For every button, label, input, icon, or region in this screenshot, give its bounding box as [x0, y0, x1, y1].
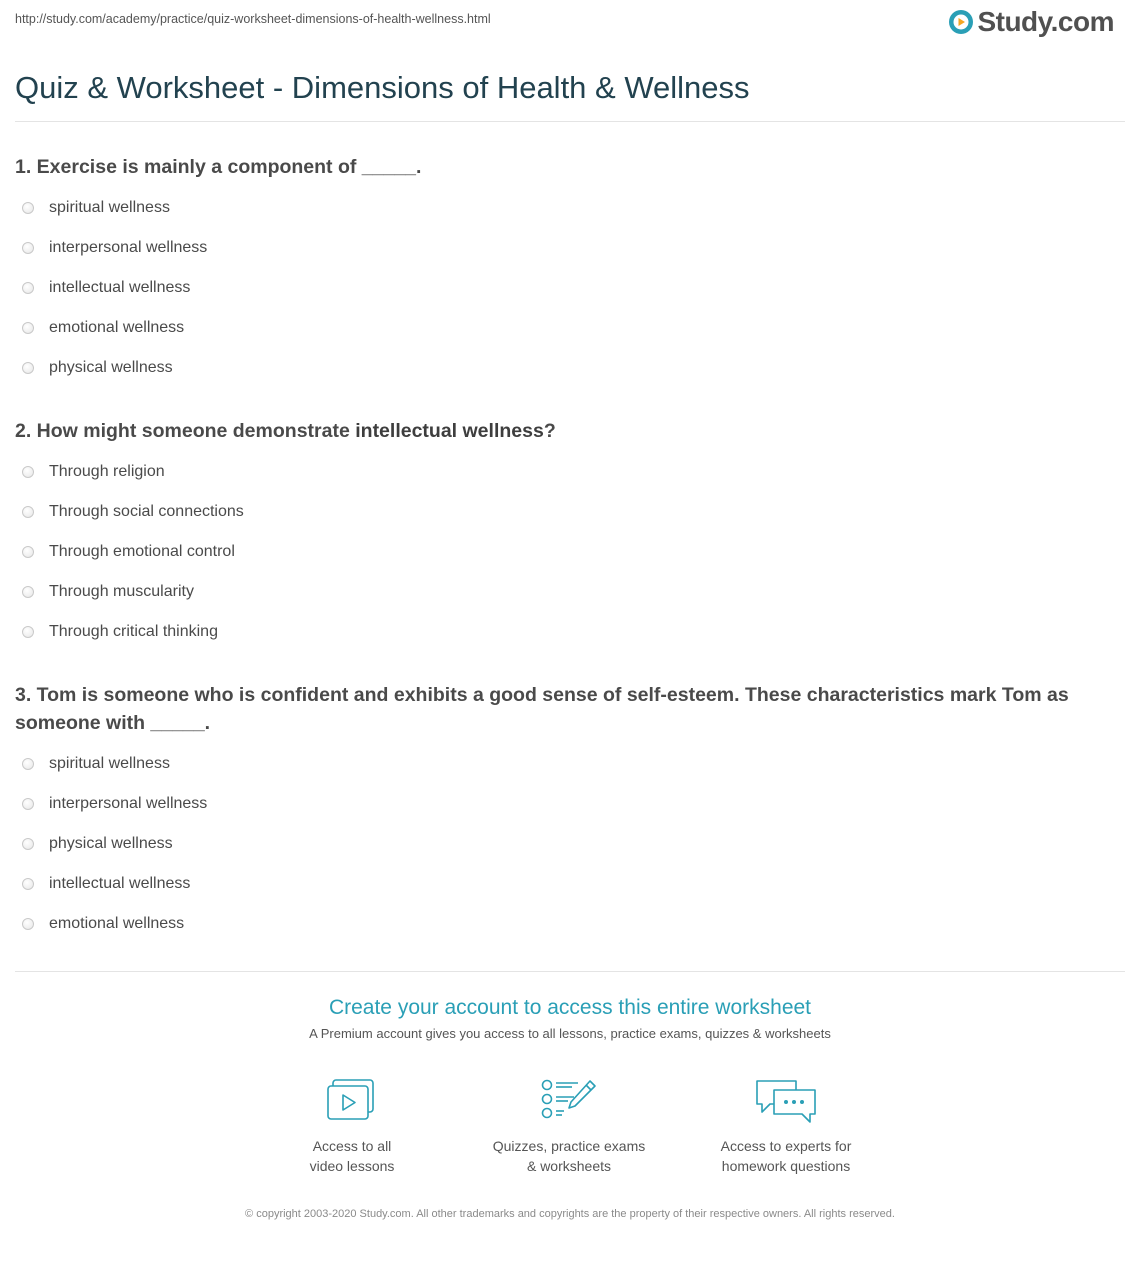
feature-line-2: & worksheets — [526, 1158, 612, 1174]
option-label: intellectual wellness — [49, 279, 191, 296]
option-label: spiritual wellness — [49, 199, 170, 216]
radio-button[interactable] — [22, 546, 34, 558]
radio-button[interactable] — [22, 202, 34, 214]
quiz-checklist-icon — [540, 1078, 598, 1124]
option-label: Through muscularity — [49, 583, 194, 600]
radio-button[interactable] — [22, 466, 34, 478]
question-2 — [15, 417, 1125, 445]
feature-line-2: video lessons — [309, 1158, 395, 1174]
page-title: Quiz & Worksheet - Dimensions of Health & Wellness — [15, 70, 750, 105]
question-1-option-1[interactable] — [22, 196, 170, 220]
section-divider — [15, 971, 1125, 972]
option-label: Through social connections — [49, 503, 244, 520]
question-1-text: 1. Exercise is mainly a component of _____. — [15, 156, 422, 178]
copyright-notice: © copyright 2003-2020 Study.com. All other trademarks and copyrights are the property of their respective owners. All rights reserved. — [245, 1208, 895, 1220]
question-2-option-5[interactable] — [22, 620, 218, 644]
question-3-option-5[interactable] — [22, 912, 184, 936]
radio-button[interactable] — [22, 878, 34, 890]
study-com-logo-icon — [948, 9, 974, 35]
radio-button[interactable] — [22, 918, 34, 930]
question-3-option-1[interactable] — [22, 752, 170, 776]
radio-button[interactable] — [22, 322, 34, 334]
question-1-option-3[interactable] — [22, 276, 190, 300]
question-1-option-5[interactable] — [22, 356, 173, 380]
option-label: intellectual wellness — [49, 875, 191, 892]
radio-button[interactable] — [22, 626, 34, 638]
radio-button[interactable] — [22, 242, 34, 254]
question-1-option-4[interactable] — [22, 316, 184, 340]
question-2-option-4[interactable] — [22, 580, 194, 604]
question-3-text: 3. Tom is someone who is confident and exhibits a good sense of self-esteem. These characteristics mark Tom as someone with _____. — [15, 684, 1069, 734]
question-3-option-4[interactable] — [22, 872, 190, 896]
question-3 — [15, 681, 1125, 737]
study-com-logo[interactable] — [948, 6, 1114, 38]
feature-line-1: Quizzes, practice exams — [492, 1138, 646, 1154]
feature-quizzes — [469, 1078, 669, 1176]
radio-button[interactable] — [22, 506, 34, 518]
video-lessons-icon — [325, 1078, 379, 1124]
question-2-emphasis: intellectual wellness — [355, 420, 544, 442]
radio-button[interactable] — [22, 362, 34, 374]
page-url: http://study.com/academy/practice/quiz-worksheet-dimensions-of-health-wellness.html — [15, 12, 491, 26]
radio-button[interactable] — [22, 282, 34, 294]
question-2-option-1[interactable] — [22, 460, 165, 484]
feature-line-2: homework questions — [721, 1158, 851, 1174]
option-label: physical wellness — [49, 359, 173, 376]
question-2-suffix: ? — [543, 420, 556, 442]
question-1-option-2[interactable] — [22, 236, 207, 260]
question-3-option-2[interactable] — [22, 792, 207, 816]
feature-line-1: Access to experts for — [720, 1138, 852, 1154]
logo-text: Study.com — [977, 6, 1114, 37]
radio-button[interactable] — [22, 838, 34, 850]
title-divider — [15, 121, 1125, 122]
question-3-option-3[interactable] — [22, 832, 173, 856]
chat-bubbles-icon — [754, 1078, 818, 1124]
feature-line-1: Access to all — [312, 1138, 392, 1154]
question-2-option-3[interactable] — [22, 540, 235, 564]
radio-button[interactable] — [22, 758, 34, 770]
option-label: physical wellness — [49, 835, 173, 852]
option-label: interpersonal wellness — [49, 795, 208, 812]
option-label: emotional wellness — [49, 319, 185, 336]
radio-button[interactable] — [22, 586, 34, 598]
create-account-link[interactable]: Create your account to access this entire worksheet — [328, 996, 812, 1019]
option-label: interpersonal wellness — [49, 239, 208, 256]
feature-video-lessons — [252, 1078, 452, 1176]
option-label: Through critical thinking — [49, 623, 218, 640]
question-2-text: 2. How might someone demonstrate — [15, 420, 356, 442]
question-1 — [15, 153, 1125, 181]
option-label: emotional wellness — [49, 915, 185, 932]
option-label: Through emotional control — [49, 543, 235, 560]
option-label: spiritual wellness — [49, 755, 170, 772]
feature-experts — [686, 1078, 886, 1176]
question-2-option-2[interactable] — [22, 500, 244, 524]
radio-button[interactable] — [22, 798, 34, 810]
promo-subtitle: A Premium account gives you access to all lessons, practice exams, quizzes & worksheets — [309, 1026, 831, 1041]
option-label: Through religion — [49, 463, 165, 480]
